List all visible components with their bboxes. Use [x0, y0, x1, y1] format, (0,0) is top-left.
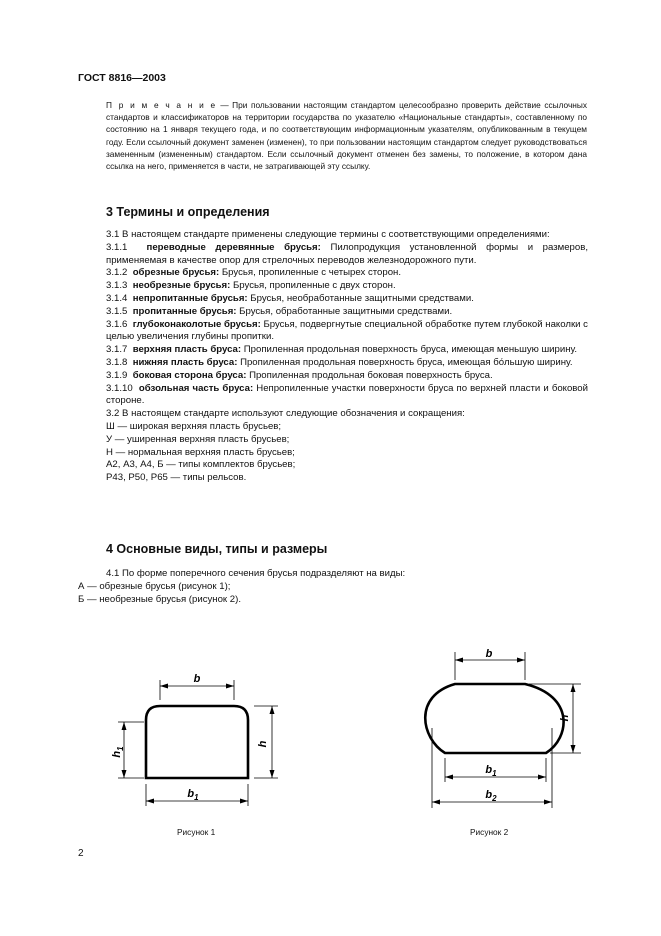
term-text: Брусья, пропиленные с двух сторон.: [230, 280, 396, 292]
note-paragraph: [78, 99, 587, 172]
section-4-item-b: Б — необрезные брусья (рисунок 2).: [78, 593, 241, 605]
term-text: Брусья, подвергнутые специальной обработке путем глубокой наколки с целью увеличения глубины пропитки.: [106, 318, 588, 343]
note-label: П р и м е ч а н и е: [106, 100, 217, 110]
term-number: 3.1.5: [106, 305, 128, 317]
term-name: обзольная часть бруса:: [138, 382, 254, 394]
term-name: переводные деревянные брусья:: [146, 241, 321, 253]
abbreviation-item: У — уширенная верхняя пласть брусьев;: [106, 433, 290, 445]
term-definition-3-1-6: [78, 319, 588, 345]
term-definition-3-1-2: [78, 267, 588, 280]
term-name: обрезные брусья:: [132, 267, 220, 279]
term-definition-3-1-5: [78, 306, 588, 319]
abbreviations-intro: 3.2 В настоящем стандарте используют следующие обозначения и сокращения:: [106, 408, 465, 420]
term-name: боковая сторона бруса:: [132, 369, 247, 381]
figure-1-section-outline: [146, 706, 248, 778]
term-definition-3-1-3: [78, 280, 588, 293]
term-text: Непропиленные участки поверхности бруса по верхней пласти и боковой стороне.: [106, 382, 588, 407]
term-number: 3.1.8: [106, 356, 128, 368]
dim-b-label: b: [485, 648, 493, 660]
figure-2-diagram: [415, 640, 585, 810]
term-text: Брусья, пропиленные с четырех сторон.: [219, 267, 402, 279]
section-3-title: 3 Термины и определения: [106, 205, 270, 219]
figure-1-diagram: [100, 660, 290, 810]
term-text: Пропиленная продольная боковая поверхность бруса.: [246, 369, 493, 381]
term-definition-3-1-9: [78, 370, 588, 383]
term-definition-3-1-7: [78, 344, 588, 357]
abbreviation-item: А2, А3, А4, Б — типы комплектов брусьев;: [106, 459, 296, 471]
page-number: 2: [78, 848, 84, 859]
term-number: 3.1.2: [106, 267, 128, 279]
term-number: 3.1.7: [106, 344, 128, 356]
term-name: необрезные брусья:: [132, 280, 231, 292]
section-4-intro: 4.1 По форме поперечного сечения брусья подразделяют на виды:: [106, 568, 406, 579]
term-definition-3-1-8: [78, 357, 588, 370]
note-text: — При пользовании настоящим стандартом целесообразно проверить действие ссылочных стандартов и классификаторов на территории государства по указателю «Национальные стандарты», составленному по состоянию на 1 января текущего года, и по соответствующим информационным указателям, опубликованным в текущем году. Если ссылочный документ заменен (изменен), то при пользовании настоящим стандартом следует руководствоваться замененным (измененным) стандартом. Если ссылочный документ отменен без замены, то положение, в котором дана ссылка на него, применяется в части, не затрагивающей эту ссылку.: [106, 100, 587, 172]
term-number: 3.1.4: [106, 292, 128, 304]
term-definition-3-1-10: [78, 383, 588, 409]
abbreviation-item: Р43, Р50, Р65 — типы рельсов.: [106, 472, 247, 484]
figure-2-caption: Рисунок 2: [470, 827, 509, 837]
term-text: Пропиленная продольная поверхность бруса, имеющая меньшую ширину.: [241, 344, 578, 356]
term-definition-3-1-1: [78, 242, 588, 268]
term-number: 3.1.1: [106, 241, 128, 253]
figure-1-caption: Рисунок 1: [177, 827, 216, 837]
figure-2-section-outline: [425, 684, 563, 753]
dim-h-label: h: [559, 714, 571, 722]
term-name: глубоконаколотые брусья:: [132, 318, 261, 330]
term-number: 3.1.10: [106, 382, 133, 394]
term-number: 3.1.6: [106, 318, 128, 330]
dim-b2-label: $b_2$: [485, 789, 497, 803]
term-text: Пропиленная продольная поверхность бруса, имеющая бо́льшую ширину.: [237, 356, 573, 368]
section-4-item-a: А — обрезные брусья (рисунок 1);: [78, 580, 231, 592]
term-name: верхняя пласть бруса:: [132, 344, 242, 356]
dim-b1-label: $b_1$: [485, 764, 497, 778]
dim-h-label: h: [257, 740, 269, 748]
dim-b1-label: $b_1$: [187, 788, 199, 802]
dim-h1-label: $h_1$: [111, 746, 125, 758]
term-name: непропитанные брусья:: [132, 292, 248, 304]
term-name: нижняя пласть бруса:: [132, 356, 238, 368]
section-4-title: 4 Основные виды, типы и размеры: [106, 542, 328, 556]
term-name: пропитанные брусья:: [132, 305, 237, 317]
term-number: 3.1.3: [106, 280, 128, 292]
section-3-intro: 3.1 В настоящем стандарте применены следующие термины с соответствующими определениями:: [106, 229, 550, 240]
term-definition-3-1-4: [78, 293, 588, 306]
term-number: 3.1.9: [106, 369, 128, 381]
term-text: Брусья, обработанные защитными средствами.: [236, 305, 453, 317]
abbreviation-item: Ш — широкая верхняя пласть брусьев;: [106, 420, 282, 432]
document-id: ГОСТ 8816—2003: [78, 72, 166, 84]
section-3-body: [78, 229, 588, 485]
term-text: Брусья, необработанные защитными средствами.: [247, 292, 474, 304]
abbreviation-item: Н — нормальная верхняя пласть брусьев;: [106, 446, 295, 458]
section-4-body: [78, 568, 588, 606]
dim-b-label: b: [193, 673, 201, 685]
term-text: Пилопродукция установленной формы и размеров, применяемая в качестве опор для стрелочных переводов железнодорожного пути.: [106, 241, 588, 266]
